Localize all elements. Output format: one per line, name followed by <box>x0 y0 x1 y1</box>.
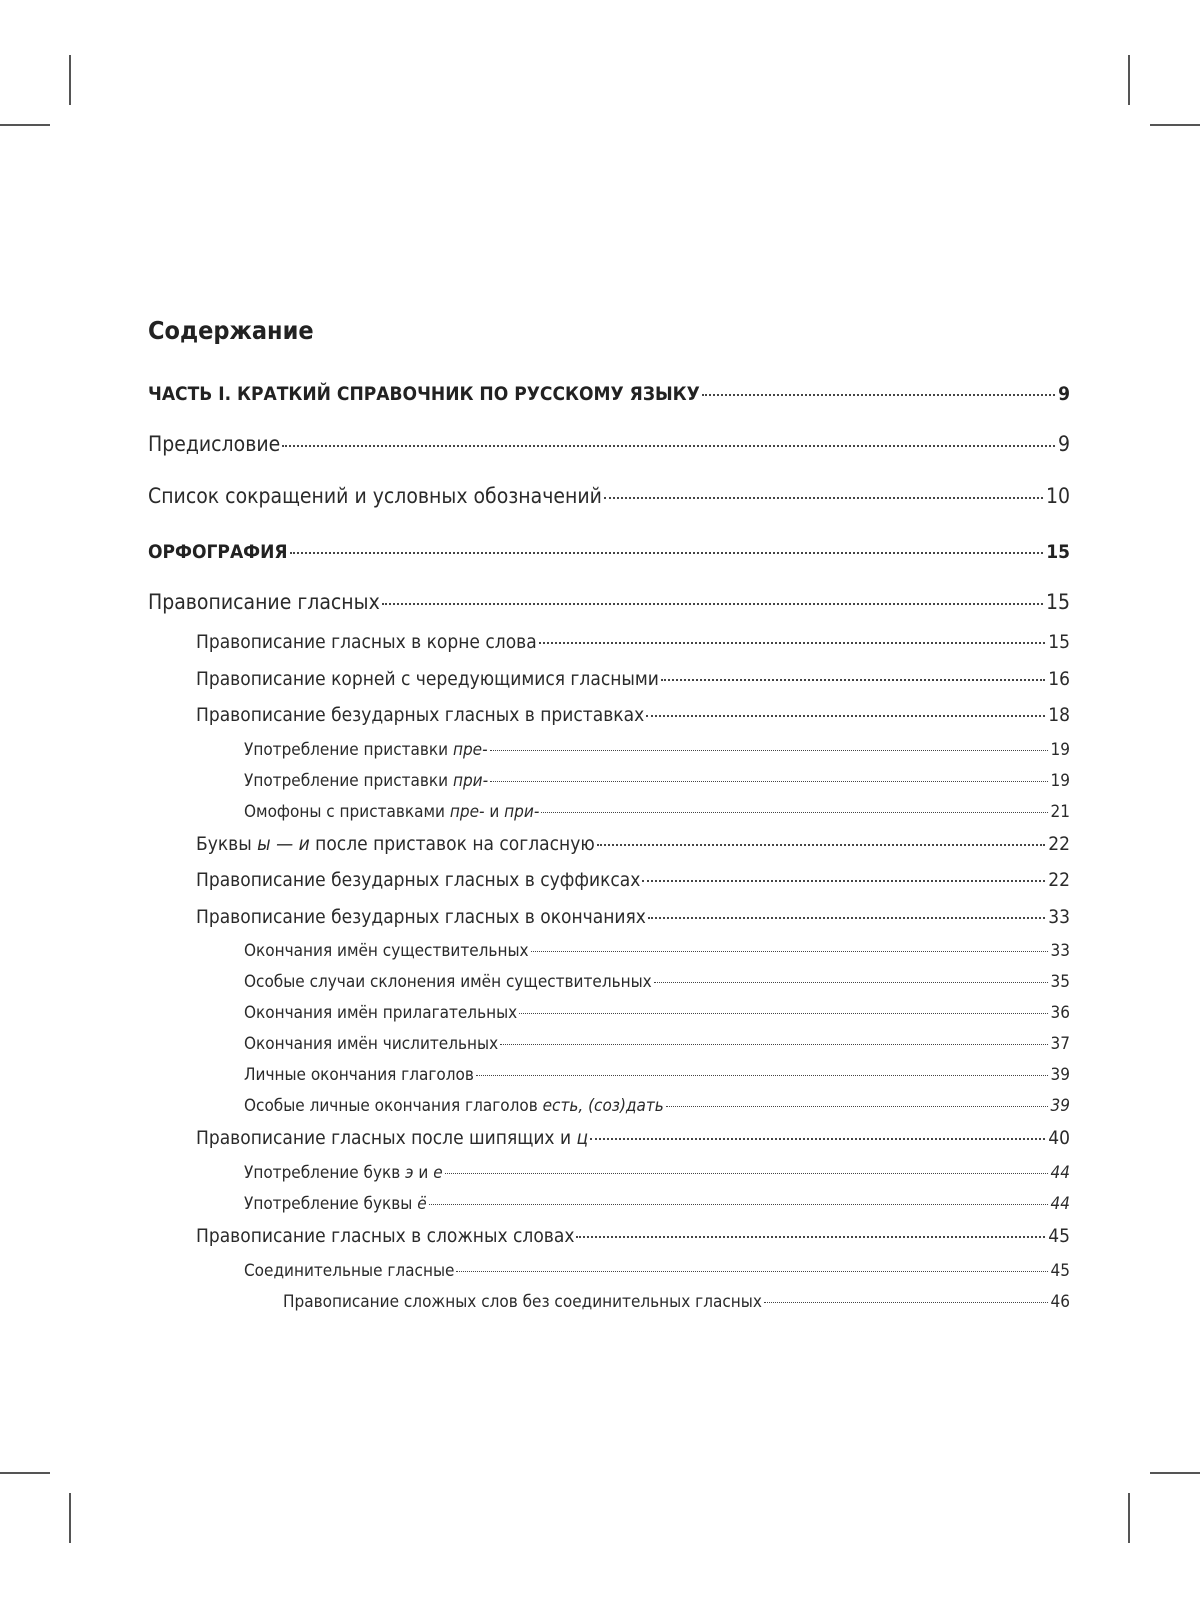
toc-entry-label <box>196 833 595 855</box>
toc-entry[interactable] <box>244 1096 1070 1116</box>
toc-entry-label-text: ЧАСТЬ I. КРАТКИЙ СПРАВОЧНИК ПО РУССКОМУ ЯЗЫКУ <box>148 383 700 405</box>
toc-entry-label-italic: при- <box>452 771 489 791</box>
toc-entry-label-text: Окончания имён существительных <box>244 941 529 961</box>
toc-entry-label-text: Употребление приставки <box>244 771 453 791</box>
toc-entry[interactable] <box>244 1194 1070 1214</box>
toc-entry-label-text: Особые случаи склонения имён существительных <box>244 972 652 992</box>
toc-entry-label <box>244 1096 664 1116</box>
toc-entry-label-text: Правописание безударных гласных в приставках <box>196 704 645 726</box>
toc-page-number: 22 <box>1048 833 1070 855</box>
toc-entry-label-text: Предисловие <box>148 432 281 456</box>
toc-page-number: 9 <box>1058 383 1070 405</box>
toc-entry-label <box>244 1003 517 1023</box>
toc-entry-label <box>196 906 646 928</box>
toc-entry-label-italic: есть, (соз)дать <box>542 1096 664 1116</box>
toc-entry[interactable] <box>196 1127 1070 1149</box>
toc-entry-label <box>148 484 602 508</box>
toc-page-number: 46 <box>1050 1292 1070 1312</box>
toc-entry[interactable] <box>244 740 1070 760</box>
toc-leader-dots <box>382 603 1043 605</box>
toc-leader-dots <box>642 880 1045 882</box>
toc-leader-dots <box>764 1302 1048 1303</box>
toc-entry-label-italic: при- <box>504 802 540 822</box>
toc-entry-label <box>148 383 700 405</box>
toc-leader-dots <box>531 951 1048 952</box>
toc-entry-label <box>244 1163 443 1183</box>
toc-entry[interactable] <box>244 1034 1070 1054</box>
toc-page-number: 22 <box>1048 869 1070 891</box>
toc-entry[interactable] <box>196 704 1070 726</box>
toc-entry-label-text: Личные окончания глаголов <box>244 1065 474 1085</box>
toc-leader-dots <box>576 1236 1045 1238</box>
toc-leader-dots <box>590 1138 1045 1140</box>
toc-title: Содержание <box>148 316 314 345</box>
toc-entry-label-text: и <box>413 1163 434 1183</box>
toc-entry-label-text: Употребление буквы <box>244 1194 418 1214</box>
toc-page-number: 15 <box>1048 631 1070 653</box>
toc-page-number: 35 <box>1050 972 1070 992</box>
toc-entry-label <box>244 1194 427 1214</box>
toc-entry-label-text: Употребление приставки <box>244 740 453 760</box>
toc-entry[interactable] <box>196 1225 1070 1247</box>
toc-entry[interactable] <box>148 484 1070 508</box>
toc-entry-label-text: Правописание сложных слов без соединительных гласных <box>283 1292 762 1312</box>
toc-page-number: 9 <box>1057 432 1070 456</box>
toc-entry-label-text: Соединительные гласные <box>244 1261 455 1281</box>
toc-entry[interactable] <box>196 906 1070 928</box>
toc-entry-label-italic: ы — и <box>257 833 310 855</box>
toc-entry-label-text: Правописание корней с чередующимися гласными <box>196 668 659 690</box>
toc-page-number: 44 <box>1050 1194 1070 1214</box>
toc-entry-label-text: Правописание гласных после шипящих и <box>196 1127 577 1149</box>
toc-leader-dots <box>445 1173 1048 1174</box>
toc-entry-label <box>196 668 659 690</box>
toc-entry-label <box>196 1225 574 1247</box>
toc-entry-label-italic: ё <box>417 1194 427 1214</box>
toc-page-number: 15 <box>1045 590 1070 614</box>
toc-entry[interactable] <box>196 631 1070 653</box>
toc-entry-label <box>148 541 288 563</box>
toc-entry-label-text: Омофоны с приставками <box>244 802 450 822</box>
toc-page-number: 37 <box>1050 1034 1070 1054</box>
toc-entry-label-text: после приставок на согласную <box>309 833 595 855</box>
toc-leader-dots <box>490 750 1048 751</box>
toc-entry-label <box>148 590 380 614</box>
toc-leader-dots <box>519 1013 1047 1014</box>
toc-entry-label <box>244 1261 454 1281</box>
toc-entry-label-italic: пре- <box>449 802 485 822</box>
toc-entry-label <box>196 1127 588 1149</box>
toc-entry[interactable] <box>196 668 1070 690</box>
toc-page-number: 18 <box>1048 704 1070 726</box>
toc-entry-label-text: Окончания имён прилагательных <box>244 1003 518 1023</box>
toc-entry-label-text: Правописание гласных в сложных словах <box>196 1225 575 1247</box>
toc-page-number: 39 <box>1050 1096 1070 1116</box>
toc-entry-label <box>148 432 280 456</box>
toc-page-number: 45 <box>1048 1225 1070 1247</box>
toc-entry[interactable] <box>244 1163 1070 1183</box>
toc-entry-label <box>244 1034 498 1054</box>
toc-entry-label-text: Буквы <box>196 833 258 855</box>
toc-entry-label-italic: э <box>405 1163 414 1183</box>
toc-page-number: 45 <box>1050 1261 1070 1281</box>
toc-leader-dots <box>648 917 1045 919</box>
toc-page-number: 10 <box>1045 484 1070 508</box>
toc-leader-dots <box>661 679 1045 681</box>
toc-entry[interactable] <box>244 972 1070 992</box>
toc-page-number: 33 <box>1048 906 1070 928</box>
toc-entry-label <box>244 972 652 992</box>
toc-entry-label-text: Правописание безударных гласных в окончаниях <box>196 906 646 928</box>
toc-entry-label <box>196 631 537 653</box>
toc-entry-label <box>196 704 644 726</box>
toc-entry-label-italic: е <box>433 1163 443 1183</box>
toc-entry-label <box>283 1292 762 1312</box>
toc-leader-dots <box>597 844 1046 846</box>
toc-page-number: 40 <box>1048 1127 1070 1149</box>
toc-entry[interactable] <box>244 1065 1070 1085</box>
toc-leader-dots <box>654 982 1048 983</box>
toc-entry[interactable] <box>148 383 1070 405</box>
toc-leader-dots <box>476 1075 1048 1076</box>
toc-entry[interactable] <box>148 590 1070 614</box>
toc-leader-dots <box>666 1106 1048 1107</box>
toc-entry-label-text: Употребление букв <box>244 1163 406 1183</box>
toc-leader-dots <box>604 497 1043 499</box>
toc-entry[interactable] <box>244 802 1070 822</box>
toc-entry[interactable] <box>148 432 1070 456</box>
toc-leader-dots <box>646 715 1045 717</box>
toc-leader-dots <box>541 812 1047 813</box>
toc-entry[interactable] <box>196 869 1070 891</box>
toc-entry-label-text: Особые личные окончания глаголов <box>244 1096 543 1116</box>
toc-entry[interactable] <box>283 1292 1070 1312</box>
toc-entry-label <box>244 1065 474 1085</box>
toc-entry[interactable] <box>244 1003 1070 1023</box>
toc-entry-label <box>196 869 640 891</box>
toc-entry-label-italic: ц <box>576 1127 589 1149</box>
toc-leader-dots <box>702 394 1055 396</box>
toc-page-number: 16 <box>1048 668 1070 690</box>
toc-entry[interactable] <box>244 941 1070 961</box>
toc-leader-dots <box>539 642 1046 644</box>
toc-entry-label-text: Правописание безударных гласных в суффиксах <box>196 869 641 891</box>
toc-entry-label <box>244 941 529 961</box>
toc-leader-dots <box>456 1271 1047 1272</box>
toc-page-number: 33 <box>1050 941 1070 961</box>
toc-leader-dots <box>500 1044 1047 1045</box>
toc-page-number: 44 <box>1050 1163 1070 1183</box>
toc-entry[interactable] <box>148 541 1070 563</box>
toc-entry[interactable] <box>244 1261 1070 1281</box>
toc-leader-dots <box>290 552 1044 554</box>
toc-page-number: 19 <box>1050 740 1070 760</box>
toc-entry-label-italic: пре- <box>452 740 488 760</box>
toc-entry-label-text: и <box>484 802 505 822</box>
toc-leader-dots <box>429 1204 1048 1205</box>
toc-page-number: 36 <box>1050 1003 1070 1023</box>
toc-entry[interactable] <box>196 833 1070 855</box>
toc-page-number: 15 <box>1046 541 1070 563</box>
toc-leader-dots <box>490 781 1047 782</box>
toc-leader-dots <box>282 445 1055 447</box>
toc-entry-label-text: ОРФОГРАФИЯ <box>148 541 288 563</box>
toc-entry-label-text: Список сокращений и условных обозначений <box>148 484 602 508</box>
toc-entry-label <box>244 802 539 822</box>
toc-page-number: 39 <box>1050 1065 1070 1085</box>
toc-entry-label-text: Правописание гласных в корне слова <box>196 631 537 653</box>
toc-entry-label-text: Правописание гласных <box>148 590 380 614</box>
toc-page-number: 19 <box>1050 771 1070 791</box>
toc-entry-label-text: Окончания имён числительных <box>244 1034 499 1054</box>
toc-entry-label <box>244 771 488 791</box>
toc-entry-label <box>244 740 488 760</box>
toc-page-number: 21 <box>1050 802 1070 822</box>
toc-entry[interactable] <box>244 771 1070 791</box>
